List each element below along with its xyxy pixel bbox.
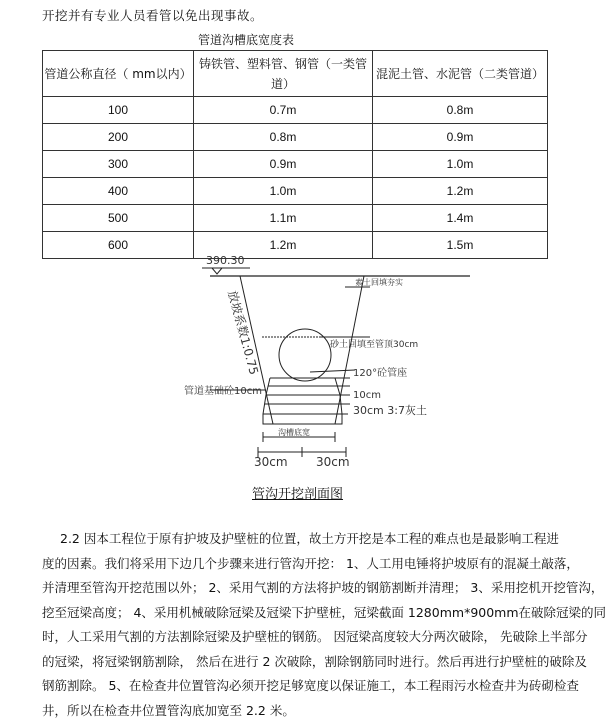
cell-class1-width: 1.1m <box>194 205 373 232</box>
dim-30cm-left: 30cm <box>254 455 288 469</box>
cell-diameter: 100 <box>43 97 194 124</box>
cell-class1-width: 0.9m <box>194 151 373 178</box>
right-slope-line <box>335 276 364 424</box>
cell-class2-width: 0.9m <box>373 124 548 151</box>
cell-class1-width: 0.8m <box>194 124 373 151</box>
cell-class1-width: 1.2m <box>194 232 373 259</box>
header-diameter: 管道公称直径（ mm以内） <box>43 51 194 97</box>
cell-diameter: 500 <box>43 205 194 232</box>
trench-width-label: 沟槽底宽 <box>278 427 310 437</box>
cell-diameter: 200 <box>43 124 194 151</box>
cell-class2-width: 1.0m <box>373 151 548 178</box>
body-line: 挖至冠梁高度； 4、采用机械破除冠梁及冠梁下护壁桩，冠梁截面 1280mm*900mm在破除冠梁的同 <box>42 601 562 626</box>
ten-cm-label: 10cm <box>353 390 381 401</box>
cell-diameter: 300 <box>43 151 194 178</box>
cell-class2-width: 1.5m <box>373 232 548 259</box>
table-caption: 管道沟槽底宽度表 <box>198 31 294 48</box>
figure-caption: 管沟开挖剖面图 <box>252 483 343 502</box>
cradle-leader <box>310 370 355 372</box>
table-header-row <box>43 51 548 97</box>
body-paragraph <box>42 527 562 723</box>
cell-class2-width: 0.8m <box>373 97 548 124</box>
cradle-label: 120°砼管座 <box>353 366 407 379</box>
header-class1-pipe: 铸铁管、塑料管、钢管（一类管道） <box>194 51 373 97</box>
header-class2-pipe: 混泥土管、水泥管（二类管道） <box>373 51 548 97</box>
fill-label: 素土回填夯实 <box>355 277 403 287</box>
cell-class1-width: 0.7m <box>194 97 373 124</box>
body-line: 度的因素。我们将采用下边几个步骤来进行管沟开挖： 1、人工用电锤将护坡原有的混凝土敲落， <box>42 552 562 577</box>
body-line: 的冠梁，将冠梁钢筋割除， 然后在进行 2 次破除，割除钢筋同时进行。然后再进行护壁桩的破除及 <box>42 650 562 675</box>
body-line: 并清理至管沟开挖范围以外； 2、采用气割的方法将护坡的钢筋割断并清理； 3、采用挖机开挖管沟， <box>42 576 562 601</box>
elevation-label: 390.30 <box>206 254 245 267</box>
table-row <box>43 151 548 178</box>
table-row <box>43 124 548 151</box>
cell-class1-width: 1.0m <box>194 178 373 205</box>
body-line: 时，人工采用气割的方法割除冠梁及护壁桩的钢筋。 因冠梁高度较大分两次破除， 先破除上半部分 <box>42 625 562 650</box>
table-row <box>43 178 548 205</box>
base-label: 管道基础砼10cm <box>184 384 262 397</box>
trench-section-drawing <box>170 252 470 482</box>
cell-class2-width: 1.2m <box>373 178 548 205</box>
table-row <box>43 205 548 232</box>
cell-diameter: 600 <box>43 232 194 259</box>
cell-diameter: 400 <box>43 178 194 205</box>
slope-label: 放坡系数1:0.75 <box>225 289 262 376</box>
body-line: 钢筋割除。 5、在检查井位置管沟必须开挖足够宽度以保证施工，本工程雨污水检查井为砖砌检查 <box>42 674 562 699</box>
lime-label: 30cm 3:7灰土 <box>353 403 427 417</box>
body-line: 2.2 因本工程位于原有护坡及护壁桩的位置，故土方开挖是本工程的难点也是最影响工程进 <box>42 527 562 552</box>
dim-30cm-right: 30cm <box>316 455 350 469</box>
trench-width-table <box>42 50 548 259</box>
top-paragraph: 开挖并有专业人员看管以免出现事故。 <box>42 6 263 24</box>
elevation-triangle-icon <box>212 268 222 274</box>
body-line: 井，所以在检查井位置管沟底加宽至 2.2 米。 <box>42 699 562 723</box>
trench-section-figure <box>170 252 470 482</box>
cell-class2-width: 1.4m <box>373 205 548 232</box>
sand-label: 砂土回填至管顶30cm <box>330 338 418 350</box>
table-row <box>43 97 548 124</box>
